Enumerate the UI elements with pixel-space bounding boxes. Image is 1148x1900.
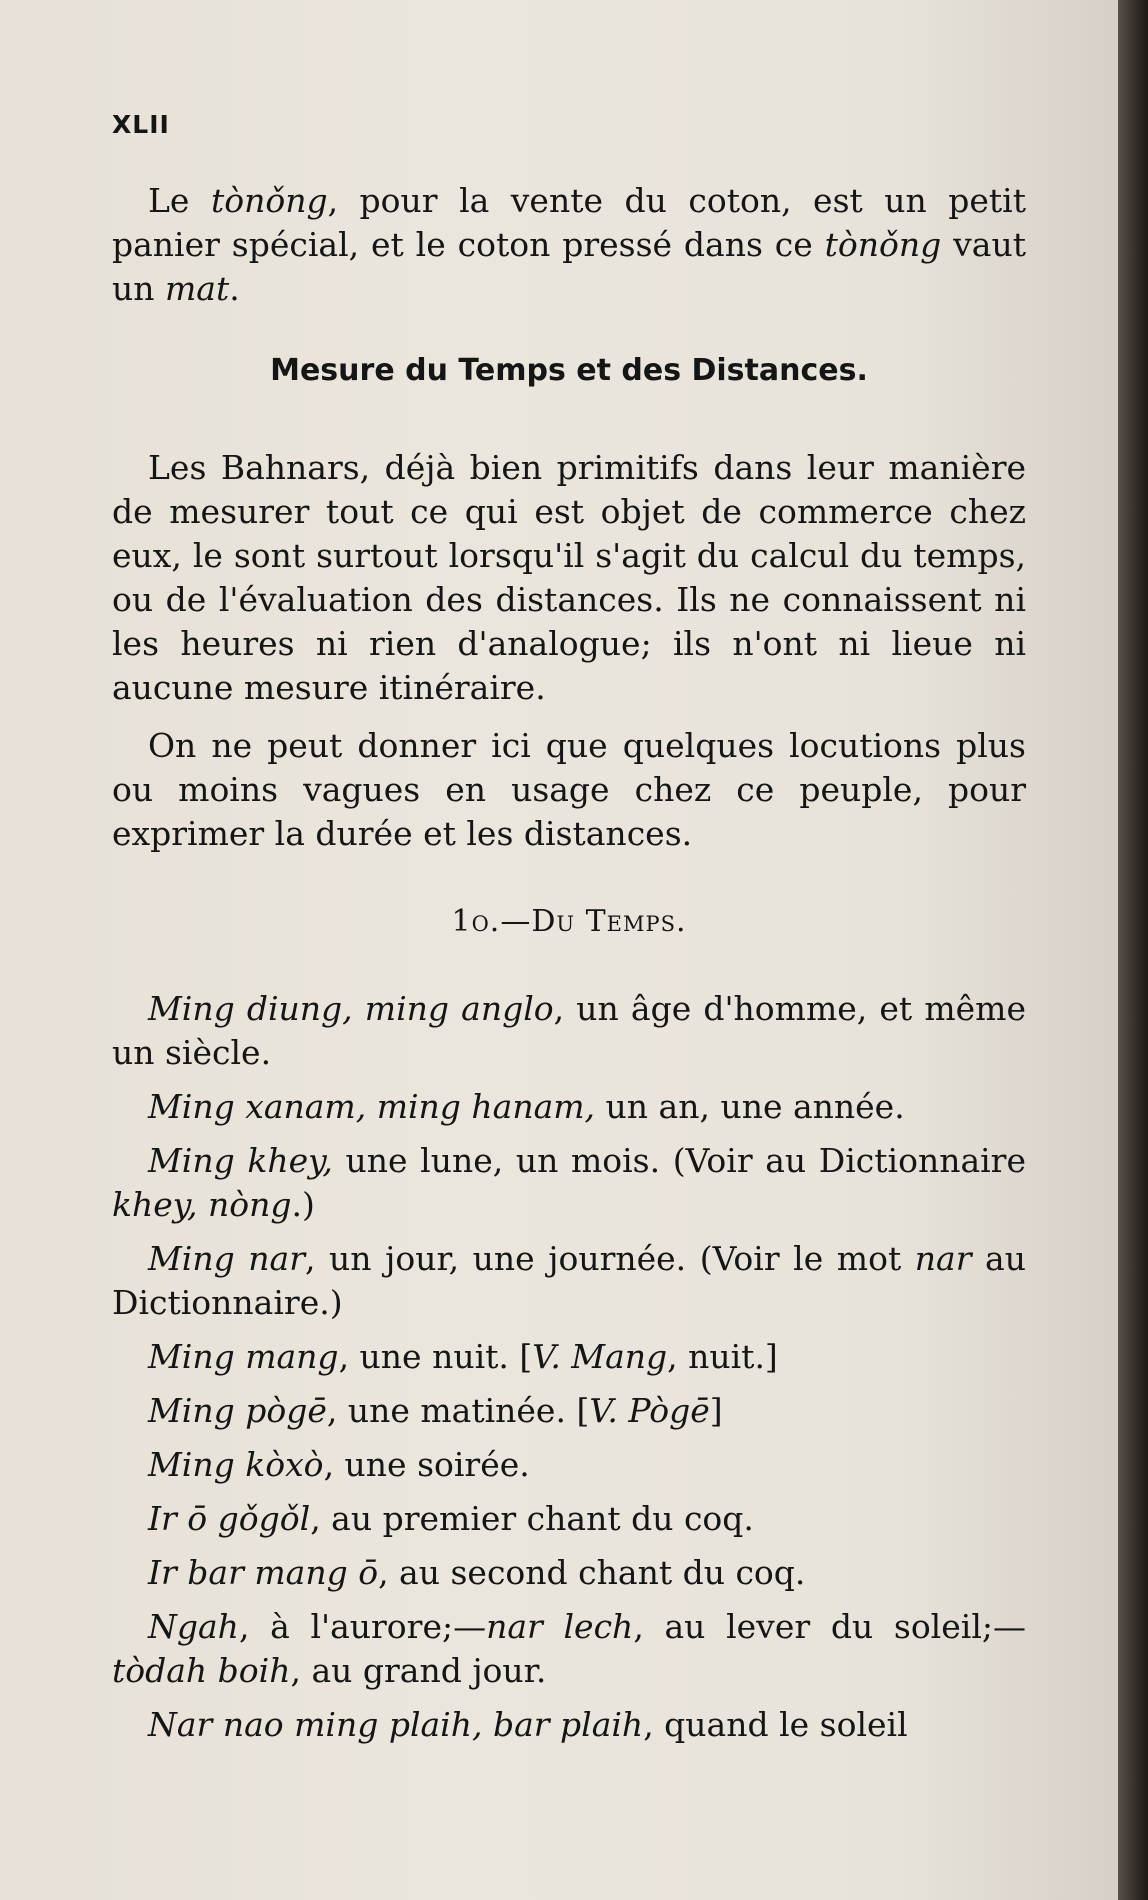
paragraph-bahnars: Les Bahnars, déjà bien primitifs dans leur manière de mesurer tout ce qui est objet de commerce chez eux, le sont surtout lorsqu'il s'agit du calcul du temps, ou de l'évaluation des distances. Ils ne connaissent ni les heures ni rien d'analogue; ils n'ont ni lieue ni aucune mesure itinéraire.	[112, 448, 1026, 707]
entry-ming-koxo: Ming kòxò, une soirée.	[148, 1445, 530, 1484]
section-heading: Mesure du Temps et des Distances.	[270, 353, 868, 388]
entry-ming-poge: Ming pògē, une matinée. [V. Pògē]	[148, 1391, 723, 1430]
entry-ming-diung: Ming diung, ming anglo, un âge d'homme, et même un siècle.	[112, 989, 1026, 1072]
entry-ming-xanam: Ming xanam, ming hanam, un an, une année.	[148, 1087, 905, 1126]
page-number: XLII	[112, 110, 170, 139]
entry-ming-nar: Ming nar, un jour, une journée. (Voir le mot nar au Dictionnaire.)	[112, 1239, 1026, 1322]
entry-ir-o-gogol: Ir ō gǒgǒl, au premier chant du coq.	[148, 1499, 754, 1538]
entry-ir-bar-mang: Ir bar mang ō, au second chant du coq.	[148, 1553, 806, 1592]
paragraph-locutions: On ne peut donner ici que quelques locutions plus ou moins vagues en usage chez ce peuple, pour exprimer la durée et les distances.	[112, 726, 1026, 853]
entry-ming-mang: Ming mang, une nuit. [V. Mang, nuit.]	[148, 1337, 778, 1376]
entry-ngah: Ngah, à l'aurore;—nar lech, au lever du soleil;—tòdah boih, au grand jour.	[112, 1607, 1026, 1690]
entry-nar-nao: Nar nao ming plaih, bar plaih, quand le soleil	[148, 1705, 908, 1744]
paragraph-tonong: Le tònǒng, pour la vente du coton, est un petit panier spécial, et le coton pressé dans ce tònǒng vaut un mat.	[112, 181, 1026, 308]
book-spine-edge	[1118, 0, 1148, 1900]
subsection-heading: 1o.—Du Temps.	[451, 904, 687, 939]
entry-ming-khey: Ming khey, une lune, un mois. (Voir au Dictionnaire khey, nòng.)	[112, 1141, 1026, 1224]
